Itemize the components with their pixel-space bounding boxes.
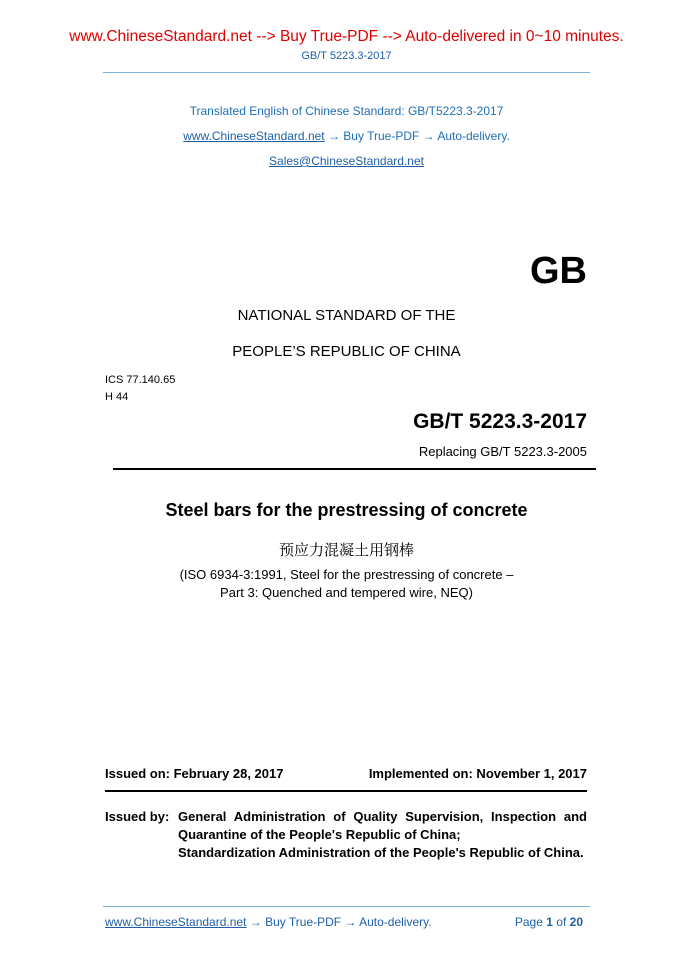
issued-on: Issued on: February 28, 2017: [105, 766, 284, 781]
footer-divider: [103, 906, 590, 907]
implemented-on: Implemented on: November 1, 2017: [368, 766, 587, 781]
gb-mark: GB: [530, 250, 587, 292]
page-total: 20: [569, 915, 583, 929]
top-banner[interactable]: www.ChineseStandard.net --> Buy True-PDF --> Auto-delivered in 0~10 minutes.: [69, 28, 624, 45]
issued-by-authority-2: Standardization Administration of the People's Republic of China.: [178, 845, 584, 860]
document-title: Steel bars for the prestressing of concrete: [165, 500, 528, 520]
footer-site-link[interactable]: www.ChineseStandard.net: [105, 915, 247, 929]
issued-by-label: Issued by:: [105, 809, 170, 824]
issued-by: [105, 808, 587, 862]
dates-divider: [105, 790, 587, 792]
classification-codes: [105, 372, 175, 406]
footer-purchase-text: → Buy True-PDF → Auto-delivery.: [246, 915, 432, 929]
header-divider: [103, 72, 590, 73]
chinese-title: 预应力混凝土用钢棒: [278, 542, 414, 559]
iso-line-2: Part 3: Quenched and tempered wire, NEQ): [220, 585, 473, 600]
title-divider: [113, 468, 596, 470]
page-number: 1: [546, 915, 553, 929]
iso-reference: [0, 566, 693, 602]
sales-email-row: [0, 154, 693, 168]
page-indicator: [515, 915, 583, 929]
sales-email-link[interactable]: Sales@ChineseStandard.net: [269, 154, 424, 168]
site-link[interactable]: www.ChineseStandard.net: [183, 129, 325, 143]
standard-number: GB/T 5223.3-2017: [413, 410, 587, 433]
ics-code: ICS 77.140.65: [105, 374, 176, 386]
of-label: of: [556, 915, 567, 929]
footer-links: [105, 915, 432, 929]
translation-note: Translated English of Chinese Standard: GB/T5223.3-2017: [189, 104, 504, 118]
replacing-note: Replacing GB/T 5223.3-2005: [418, 444, 587, 459]
national-standard-line2: PEOPLE’S REPUBLIC OF CHINA: [232, 343, 461, 360]
header-standard-code: GB/T 5223.3-2017: [301, 50, 392, 62]
page-label: Page: [514, 915, 543, 929]
purchase-flow-text: → Buy True-PDF → Auto-delivery.: [324, 129, 510, 143]
issued-by-authority-1: General Administration of Quality Supervision, Inspection and Quarantine of the People's Republic of China;: [178, 809, 587, 842]
iso-line-1: (ISO 6934-3:1991, Steel for the prestressing of concrete –: [179, 567, 514, 582]
purchase-links: [0, 129, 693, 143]
h-code: H 44: [105, 391, 129, 403]
national-standard-line1: NATIONAL STANDARD OF THE: [237, 307, 456, 324]
